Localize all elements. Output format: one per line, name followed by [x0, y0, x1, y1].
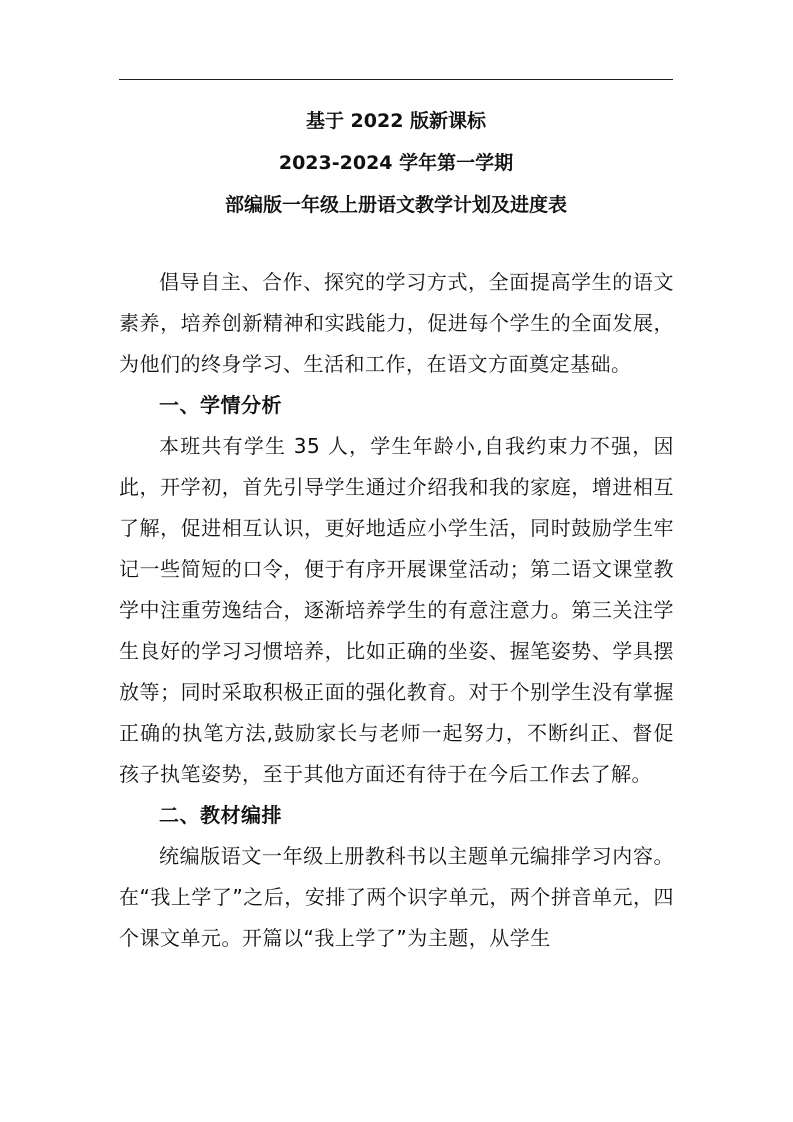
- textbook-arrangement-paragraph: 统编版语文一年级上册教科书以主题单元编排学习内容。在“我上学了”之后，安排了两个识字单元，两个拼音单元，四个课文单元。开篇以“我上学了”为主题，从学生: [119, 844, 674, 950]
- header-rule: [119, 79, 673, 80]
- title-line-3: 部编版一年级上册语文教学计划及进度表: [224, 194, 567, 216]
- document-title-block: [119, 100, 673, 226]
- title-line-1: 基于 2022 版新课标: [305, 110, 487, 132]
- section-heading-textbook-arrangement: 二、教材编排: [159, 803, 282, 827]
- learning-analysis-paragraph: 本班共有学生 35 人，学生年龄小,自我约束力不强，因此，开学初，首先引导学生通过介绍我和我的家庭，增进相互了解，促进相互认识，更好地适应小学生活，同时鼓励学生牢记一些简短的口令，便于有序开展课堂活动；第二语文课堂教学中注重劳逸结合，逐渐培养学生的有意注意力。第三关注学生良好的学习习惯培养，比如正确的坐姿、握笔姿势、学具摆放等；同时采取积极正面的强化教育。对于个别学生没有掌握正确的执笔方法,鼓励家长与老师一起努力，不断纠正、督促孩子执笔姿势，至于其他方面还有待于在今后工作去了解。: [119, 434, 674, 786]
- section-heading-learning-analysis: 一、学情分析: [159, 393, 282, 417]
- document-body: [119, 262, 674, 959]
- title-line-2: 2023-2024 学年第一学期: [278, 152, 514, 174]
- intro-paragraph: 倡导自主、合作、探究的学习方式，全面提高学生的语文素养，培养创新精神和实践能力，促进每个学生的全面发展，为他们的终身学习、生活和工作，在语文方面奠定基础。: [119, 270, 674, 376]
